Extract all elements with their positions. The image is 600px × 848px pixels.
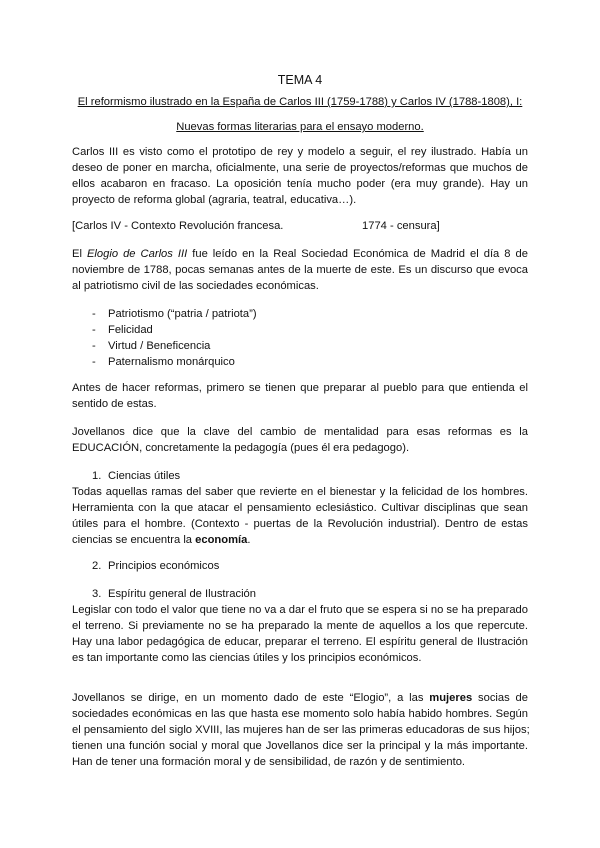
section-3-number: 3. (92, 588, 102, 600)
list-item: Patriotismo (“patria / patriota”) (108, 308, 257, 320)
section-1-number: 1. (92, 470, 102, 482)
p5-line-2: sociedades económicas en las que hasta ese momento solo había habido hombres. Según (72, 708, 528, 720)
p2-line-3: al patriotismo civil de las sociedades económicas. (72, 280, 319, 292)
bullet-dash: - (92, 356, 96, 368)
s1-line-2: Herramienta con la que atacar el pensamiento eclesiástico. Cultivar disciplinas que sean (72, 502, 528, 514)
list-item: Felicidad (108, 324, 153, 336)
page-subtitle: El reformismo ilustrado en la España de Carlos III (1759-1788) y Carlos IV (1788-1808), I: (77, 96, 523, 108)
p1-line-1: Carlos III es visto como el prototipo de rey y modelo a seguir, el rey ilustrado. Había un (72, 146, 528, 158)
list-item: Paternalismo monárquico (108, 356, 235, 368)
s1-line-4: ciencias se encuentra la economía. (72, 534, 251, 546)
context-left: [Carlos IV - Contexto Revolución francesa. (72, 220, 284, 232)
p2-line-2: noviembre de 1788, pocas semanas antes de la muerte de este. Es un discurso que evoca (72, 264, 528, 276)
p4-line-2: EDUCACIÓN, concretamente la pedagogía (pues él era pedagogo). (72, 442, 410, 454)
s1-line-3: útiles para el hombre. (Contexto - puertas de la Revolución industrial). Dentro de estas (72, 518, 528, 530)
s1-line-1: Todas aquellas ramas del saber que revierte en el bienestar y la felicidad de los hombres. (72, 486, 528, 498)
s3-line-3: Hay una labor pedagógica de educar, preparar el terreno. El espíritu general de Ilustración (72, 636, 528, 648)
bullet-dash: - (92, 324, 96, 336)
p5-line-4: tienen una función social y moral que Jovellanos dice ser la principal y la más importante. (72, 740, 528, 752)
p5-line-5: Han de tener una formación moral y de sensibilidad, de razón y de sentimiento. (72, 756, 466, 768)
section-1-heading: Ciencias útiles (108, 470, 181, 482)
section-2-heading: Principios económicos (108, 560, 220, 572)
p3-line-2: sentido de estas. (72, 398, 157, 410)
p1-line-3: ellos acabaron en fracaso. La oposición tenía mucho poder (era muy grande). Hay un (72, 178, 528, 190)
section-2-number: 2. (92, 560, 102, 572)
p1-line-4: proyecto de reforma global (agraria, teatral, educativa…). (72, 194, 357, 206)
section-3-heading: Espíritu general de Ilustración (108, 588, 257, 600)
list-item: Virtud / Beneficencia (108, 340, 211, 352)
page-title: TEMA 4 (277, 73, 323, 87)
p5-line-1: Jovellanos se dirige, en un momento dado de este “Elogio”, a las mujeres socias de (72, 692, 528, 704)
p5-line-3: el pensamiento del siglo XVIII, las mujeres han de ser las primeras educadoras de sus hijos; (72, 724, 530, 736)
s3-line-2: el terreno. Si previamente no se ha preparado la mente de aquellos a los que repercute. (72, 620, 528, 632)
p4-line-1: Jovellanos dice que la clave del cambio de mentalidad para esas reformas es la (72, 426, 528, 438)
p1-line-2: deseo de poner en marcha, oficialmente, una serie de proyectos/reformas que muchos de (72, 162, 528, 174)
s3-line-4: es tan importante como las ciencias útiles y los principios económicos. (72, 652, 422, 664)
context-right: 1774 - censura] (362, 220, 440, 232)
bullet-dash: - (92, 340, 96, 352)
p2-line-1: El Elogio de Carlos III fue leído en la Real Sociedad Económica de Madrid el día 8 de (72, 248, 528, 260)
p3-line-1: Antes de hacer reformas, primero se tienen que preparar al pueblo para que entienda el (72, 382, 528, 394)
s3-line-1: Legislar con todo el valor que tiene no va a dar el fruto que se espera si no se ha preparado (72, 604, 528, 616)
bullet-dash: - (92, 308, 96, 320)
page-subtitle-2: Nuevas formas literarias para el ensayo moderno. (176, 121, 424, 133)
